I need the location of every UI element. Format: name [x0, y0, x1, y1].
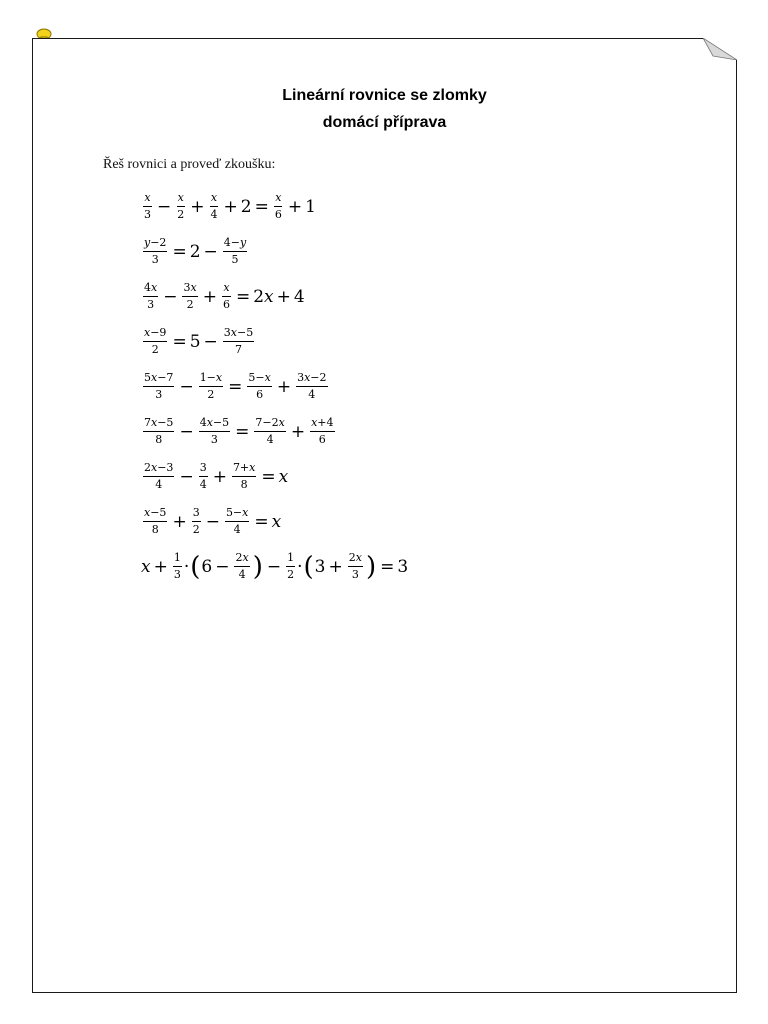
equation-4: $\frac{x-9}{2}$ = 5 − $\frac{3x-5}{7}$	[144, 326, 254, 356]
worksheet-page	[32, 38, 737, 993]
equation-6: $\frac{7x-5}{8}$ − $\frac{4x-5}{3}$ = $\frac{7-2x}{4}$ + $\frac{x+4}{6}$	[144, 416, 334, 446]
equation-5: $\frac{5x-7}{3}$ − $\frac{1-x}{2}$ = $\frac{5-x}{6}$ + $\frac{3x-2}{4}$	[144, 371, 327, 401]
equation-8: $\frac{x-5}{8}$ + $\frac{3}{2}$ − $\frac{5-x}{4}$ = x	[144, 506, 282, 536]
equation-3: $\frac{4x}{3}$ − $\frac{3x}{2}$ + $\frac{x}{6}$ = 2 x + 4	[144, 281, 305, 311]
equation-9: x + $\frac{1}{3}$ · ( 6 − $\frac{2x}{4}$ ) − $\frac{1}{2}$ · ( 3 + $\frac{2x}{3}$ ) = 3	[141, 551, 409, 582]
worksheet-title: Lineární rovnice se zlomky	[282, 87, 487, 104]
equation-1: $\frac{x}{3}$ − $\frac{x}{2}$ + $\frac{x}{4}$ + 2 = $\frac{x}{6}$ + 1	[144, 191, 316, 221]
equation-7: $\frac{2x-3}{4}$ − $\frac{3}{4}$ + $\frac{7+x}{8}$ = x	[144, 461, 289, 491]
page-curl-icon	[703, 38, 737, 60]
equation-list	[141, 184, 408, 589]
equation-2: $\frac{y-2}{3}$ = 2 − $\frac{4-y}{5}$	[144, 236, 247, 266]
worksheet-subtitle: domácí příprava	[322, 114, 447, 131]
instruction-text: Řeš rovnici a proveď zkoušku:	[103, 157, 276, 172]
